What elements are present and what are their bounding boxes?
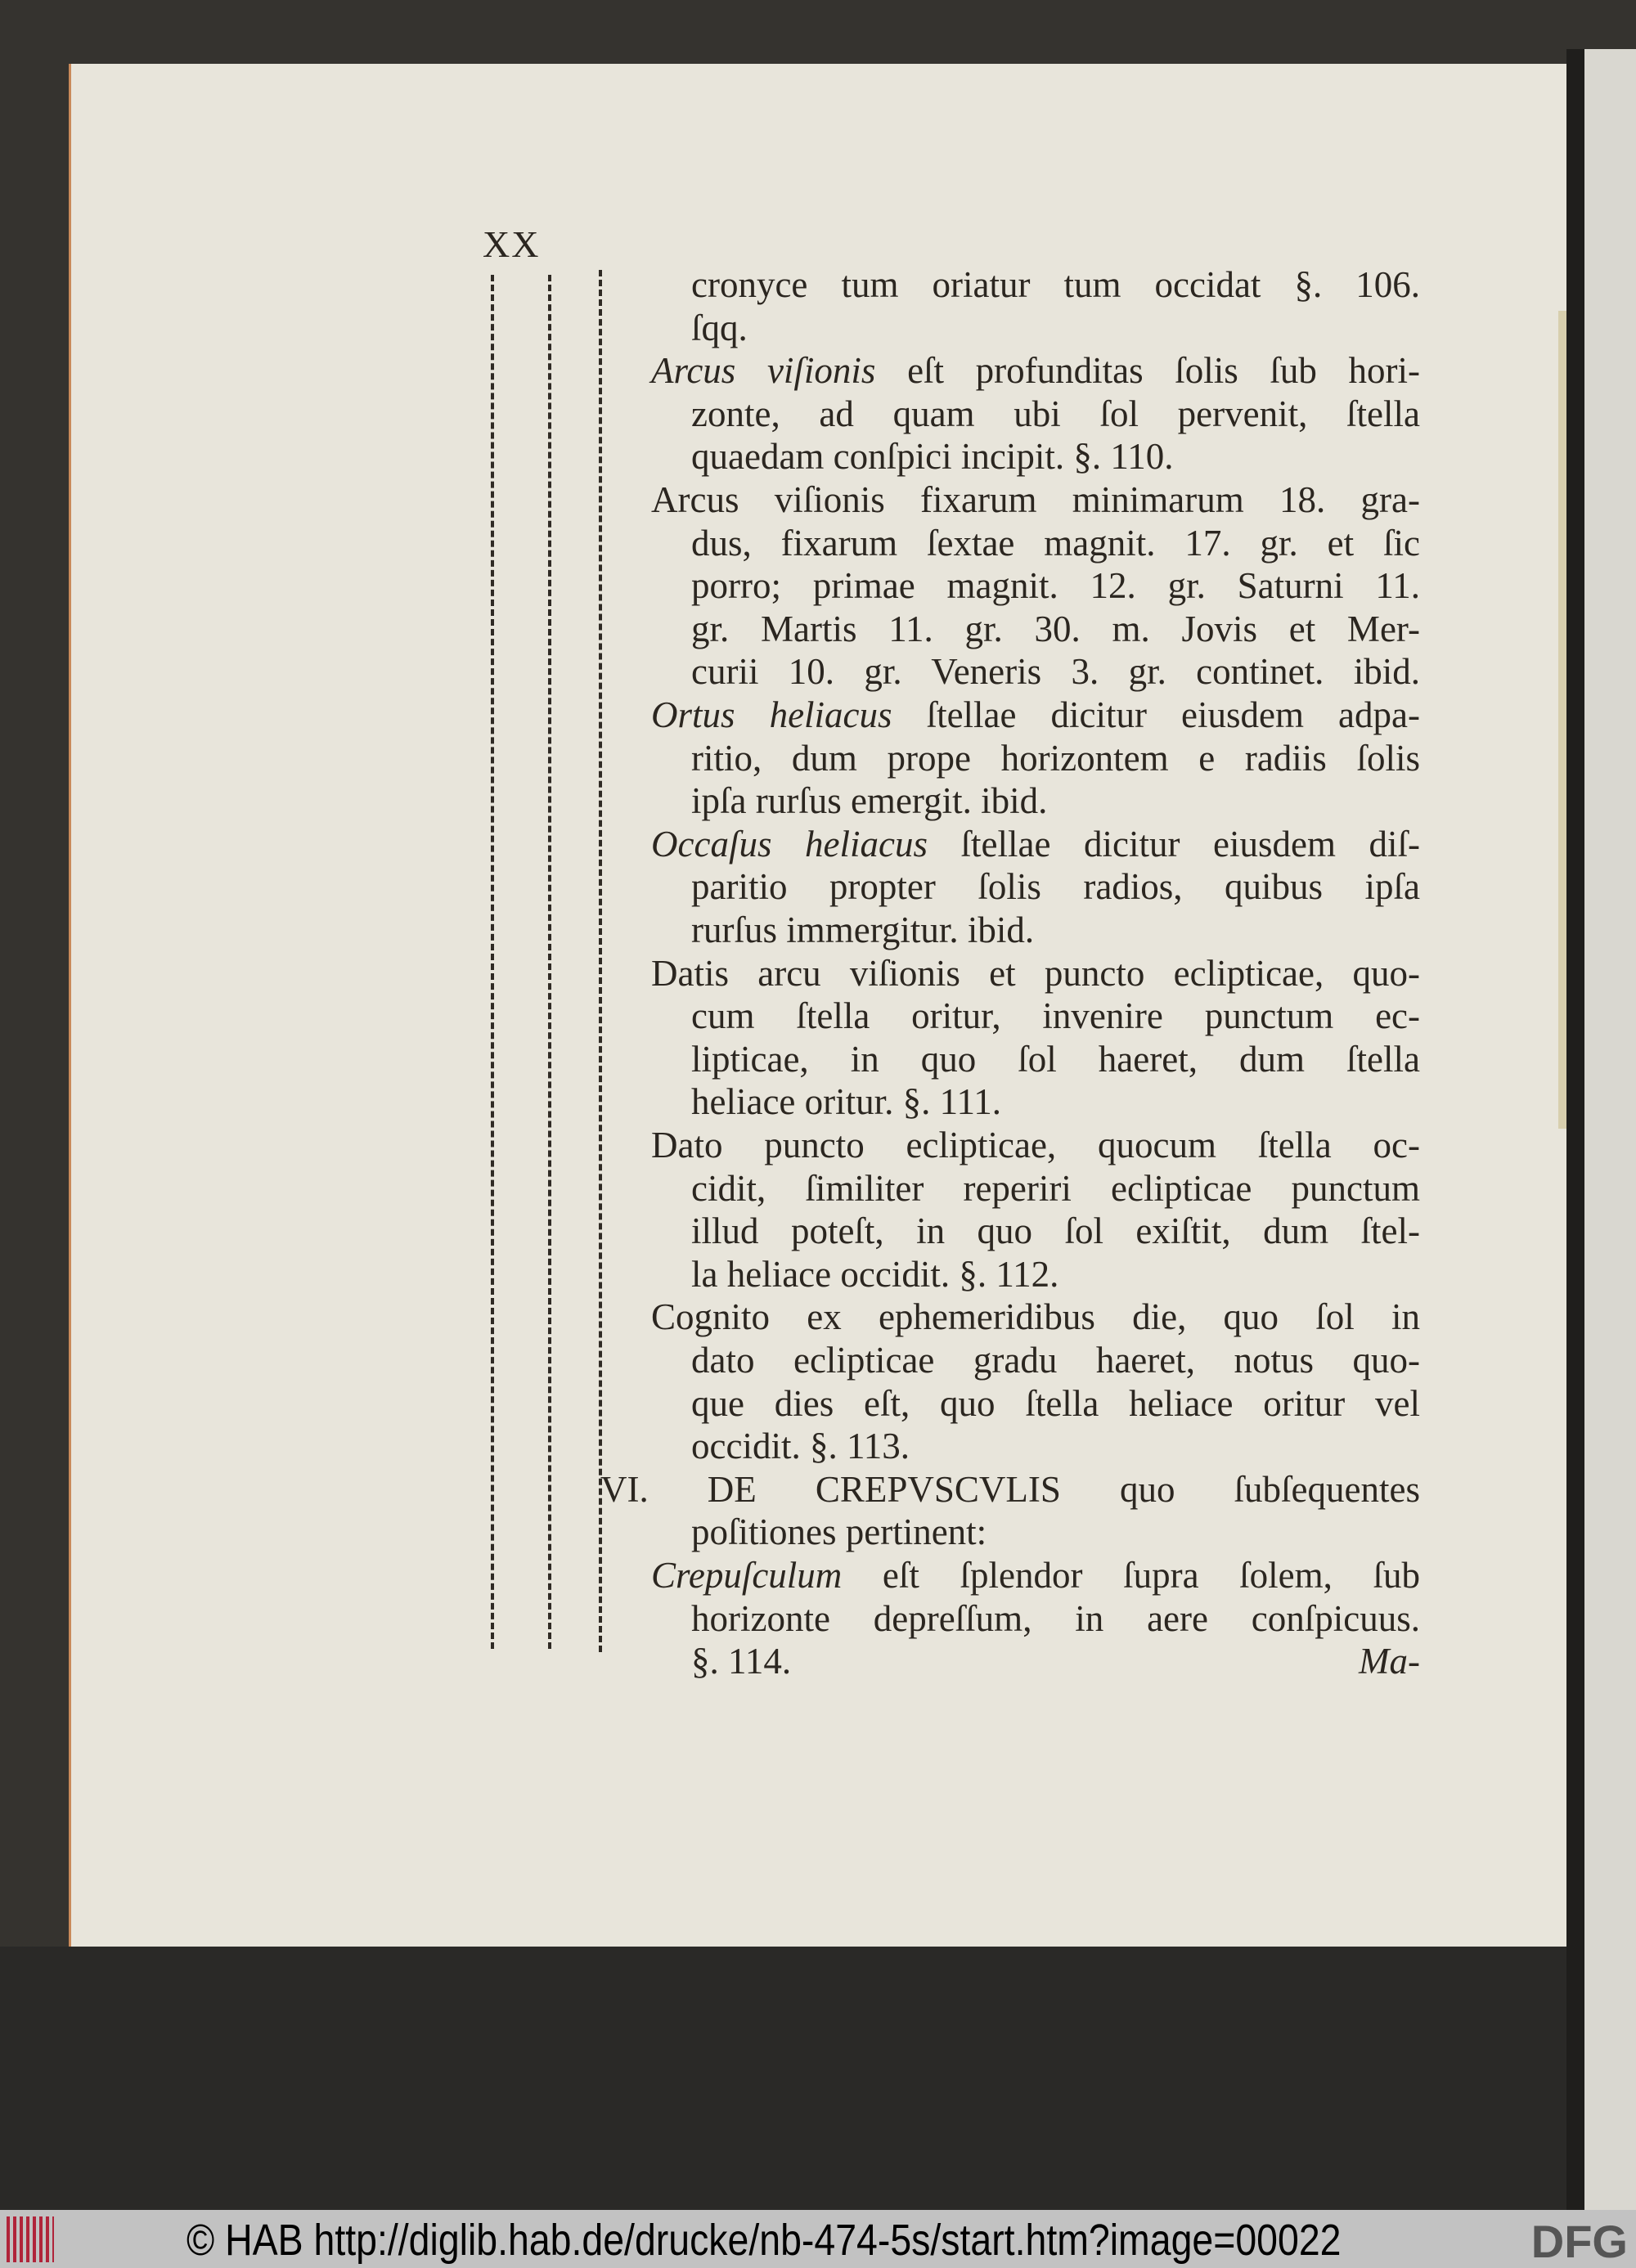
text-line [651,478,1420,521]
text-line [691,737,1420,779]
text-line [651,1296,1420,1338]
page-edge [1558,311,1566,1129]
text-line [691,1038,1420,1080]
line-text: que dies eſt, quo ſtella heliace oritur vel [691,1382,1420,1424]
text-line [651,952,1420,995]
line-text: ipſa rurſus emergit. ibid. [691,780,1048,822]
line-text: la heliace occidit. §. 112. [691,1253,1059,1295]
line-text: poſitiones pertinent: [691,1511,987,1553]
line-text: curii 10. gr. Veneris 3. gr. continet. ibid. [691,651,1420,693]
line-text: §. 114. [691,1641,792,1682]
text-line [691,1339,1420,1381]
line-text: ſqq. [691,307,748,348]
line-text: cum ſtella oritur, invenire punctum ec- [691,995,1420,1037]
footer-bar [0,2210,1636,2268]
dfg-logo: DFG [1530,2216,1628,2267]
line-text: ſtellae dicitur eiusdem adpa- [892,694,1420,735]
italic-term: Occaſus heliacus [651,823,928,865]
book-gutter [1566,49,1584,2210]
hab-logo-icon [7,2216,54,2262]
text-line [691,307,1420,349]
line-text: illud poteſt, in quo ſol exiſtit, dum ſtel- [691,1210,1420,1252]
line-text: Arcus viſionis fixarum minimarum 18. gra- [651,479,1420,520]
line-text: cidit, ſimiliter reperiri eclipticae punctum [691,1167,1420,1209]
line-text: rurſus immergitur. ibid. [691,909,1035,950]
line-text: dus, fixarum ſextae magnit. 17. gr. et ſic [691,522,1420,564]
line-text: cronyce tum oriatur tum occidat §. 106. [691,264,1420,305]
text-line [651,1554,1420,1597]
line-text: heliace oritur. §. 111. [691,1081,1002,1123]
line-text: ritio, dum prope horizontem e radiis ſolis [691,737,1420,779]
copyright-link[interactable]: © HAB http://diglib.hab.de/drucke/nb-474-5s/start.htm?image=00022 [187,2216,1342,2265]
line-text: ſtellae dicitur eiusdem diſ- [927,823,1420,865]
italic-term: Arcus viſionis [651,350,876,392]
text-line [691,1425,1420,1467]
text-line [651,823,1420,865]
line-text: dato eclipticae gradu haeret, notus quo- [691,1340,1420,1381]
text-line [691,393,1420,435]
line-text: horizonte depreſſum, in aere conſpicuus. [691,1597,1420,1639]
line-text: eſt ſplendor ſupra ſolem, ſub [842,1555,1420,1596]
text-line [691,1167,1420,1210]
text-line [691,1511,1420,1553]
text-line [691,1253,1420,1296]
line-text: zonte, ad quam ubi ſol pervenit, ſtella [691,393,1420,434]
margin-rule [599,270,602,1652]
text-line [691,1597,1420,1640]
text-line [691,1382,1420,1425]
line-text: Dato puncto eclipticae, quocum ſtella oc- [651,1125,1420,1165]
line-text: paritio propter ſolis radios, quibus ipſa [691,866,1420,908]
text-line [691,1210,1420,1252]
line-text: Datis arcu viſionis et puncto eclipticae, quo- [651,952,1420,994]
text-line [691,650,1420,693]
margin-rule [548,275,551,1649]
text-line [691,995,1420,1037]
line-text: eſt profunditas ſolis ſub hori- [875,350,1420,392]
line-text: occidit. §. 113. [691,1426,910,1467]
adjacent-page [1584,49,1636,2210]
line-text: gr. Martis 11. gr. 30. m. Jovis et Mer- [691,608,1420,649]
text-line [691,865,1420,908]
text-line [691,1080,1420,1123]
text-line [691,263,1420,306]
line-text: VI. DE CREPVSCVLIS quo ſubſequentes [600,1468,1420,1510]
line-text: lipticae, in quo ſol haeret, dum ſtella [691,1038,1420,1080]
page-number: XX [483,223,541,265]
margin-rule [491,275,494,1649]
text-line [691,1640,1420,1682]
catchword: Ma- [1359,1641,1420,1682]
text-line [691,522,1420,564]
line-text: porro; primae magnit. 12. gr. Saturni 11. [691,565,1420,607]
text-line [691,435,1420,478]
text-line [691,608,1420,650]
line-text: Cognito ex ephemeridibus die, quo ſol in [651,1296,1420,1338]
text-line [651,1124,1420,1166]
text-line [651,694,1420,736]
text-line [691,909,1420,951]
text-line [600,1468,1420,1511]
scan-background [0,1947,1636,2210]
text-line [691,564,1420,607]
italic-term: Crepuſculum [651,1555,843,1596]
line-text: quaedam conſpici incipit. §. 110. [691,436,1174,478]
text-line [691,779,1420,822]
text-line [651,349,1420,392]
italic-term: Ortus heliacus [651,694,892,735]
